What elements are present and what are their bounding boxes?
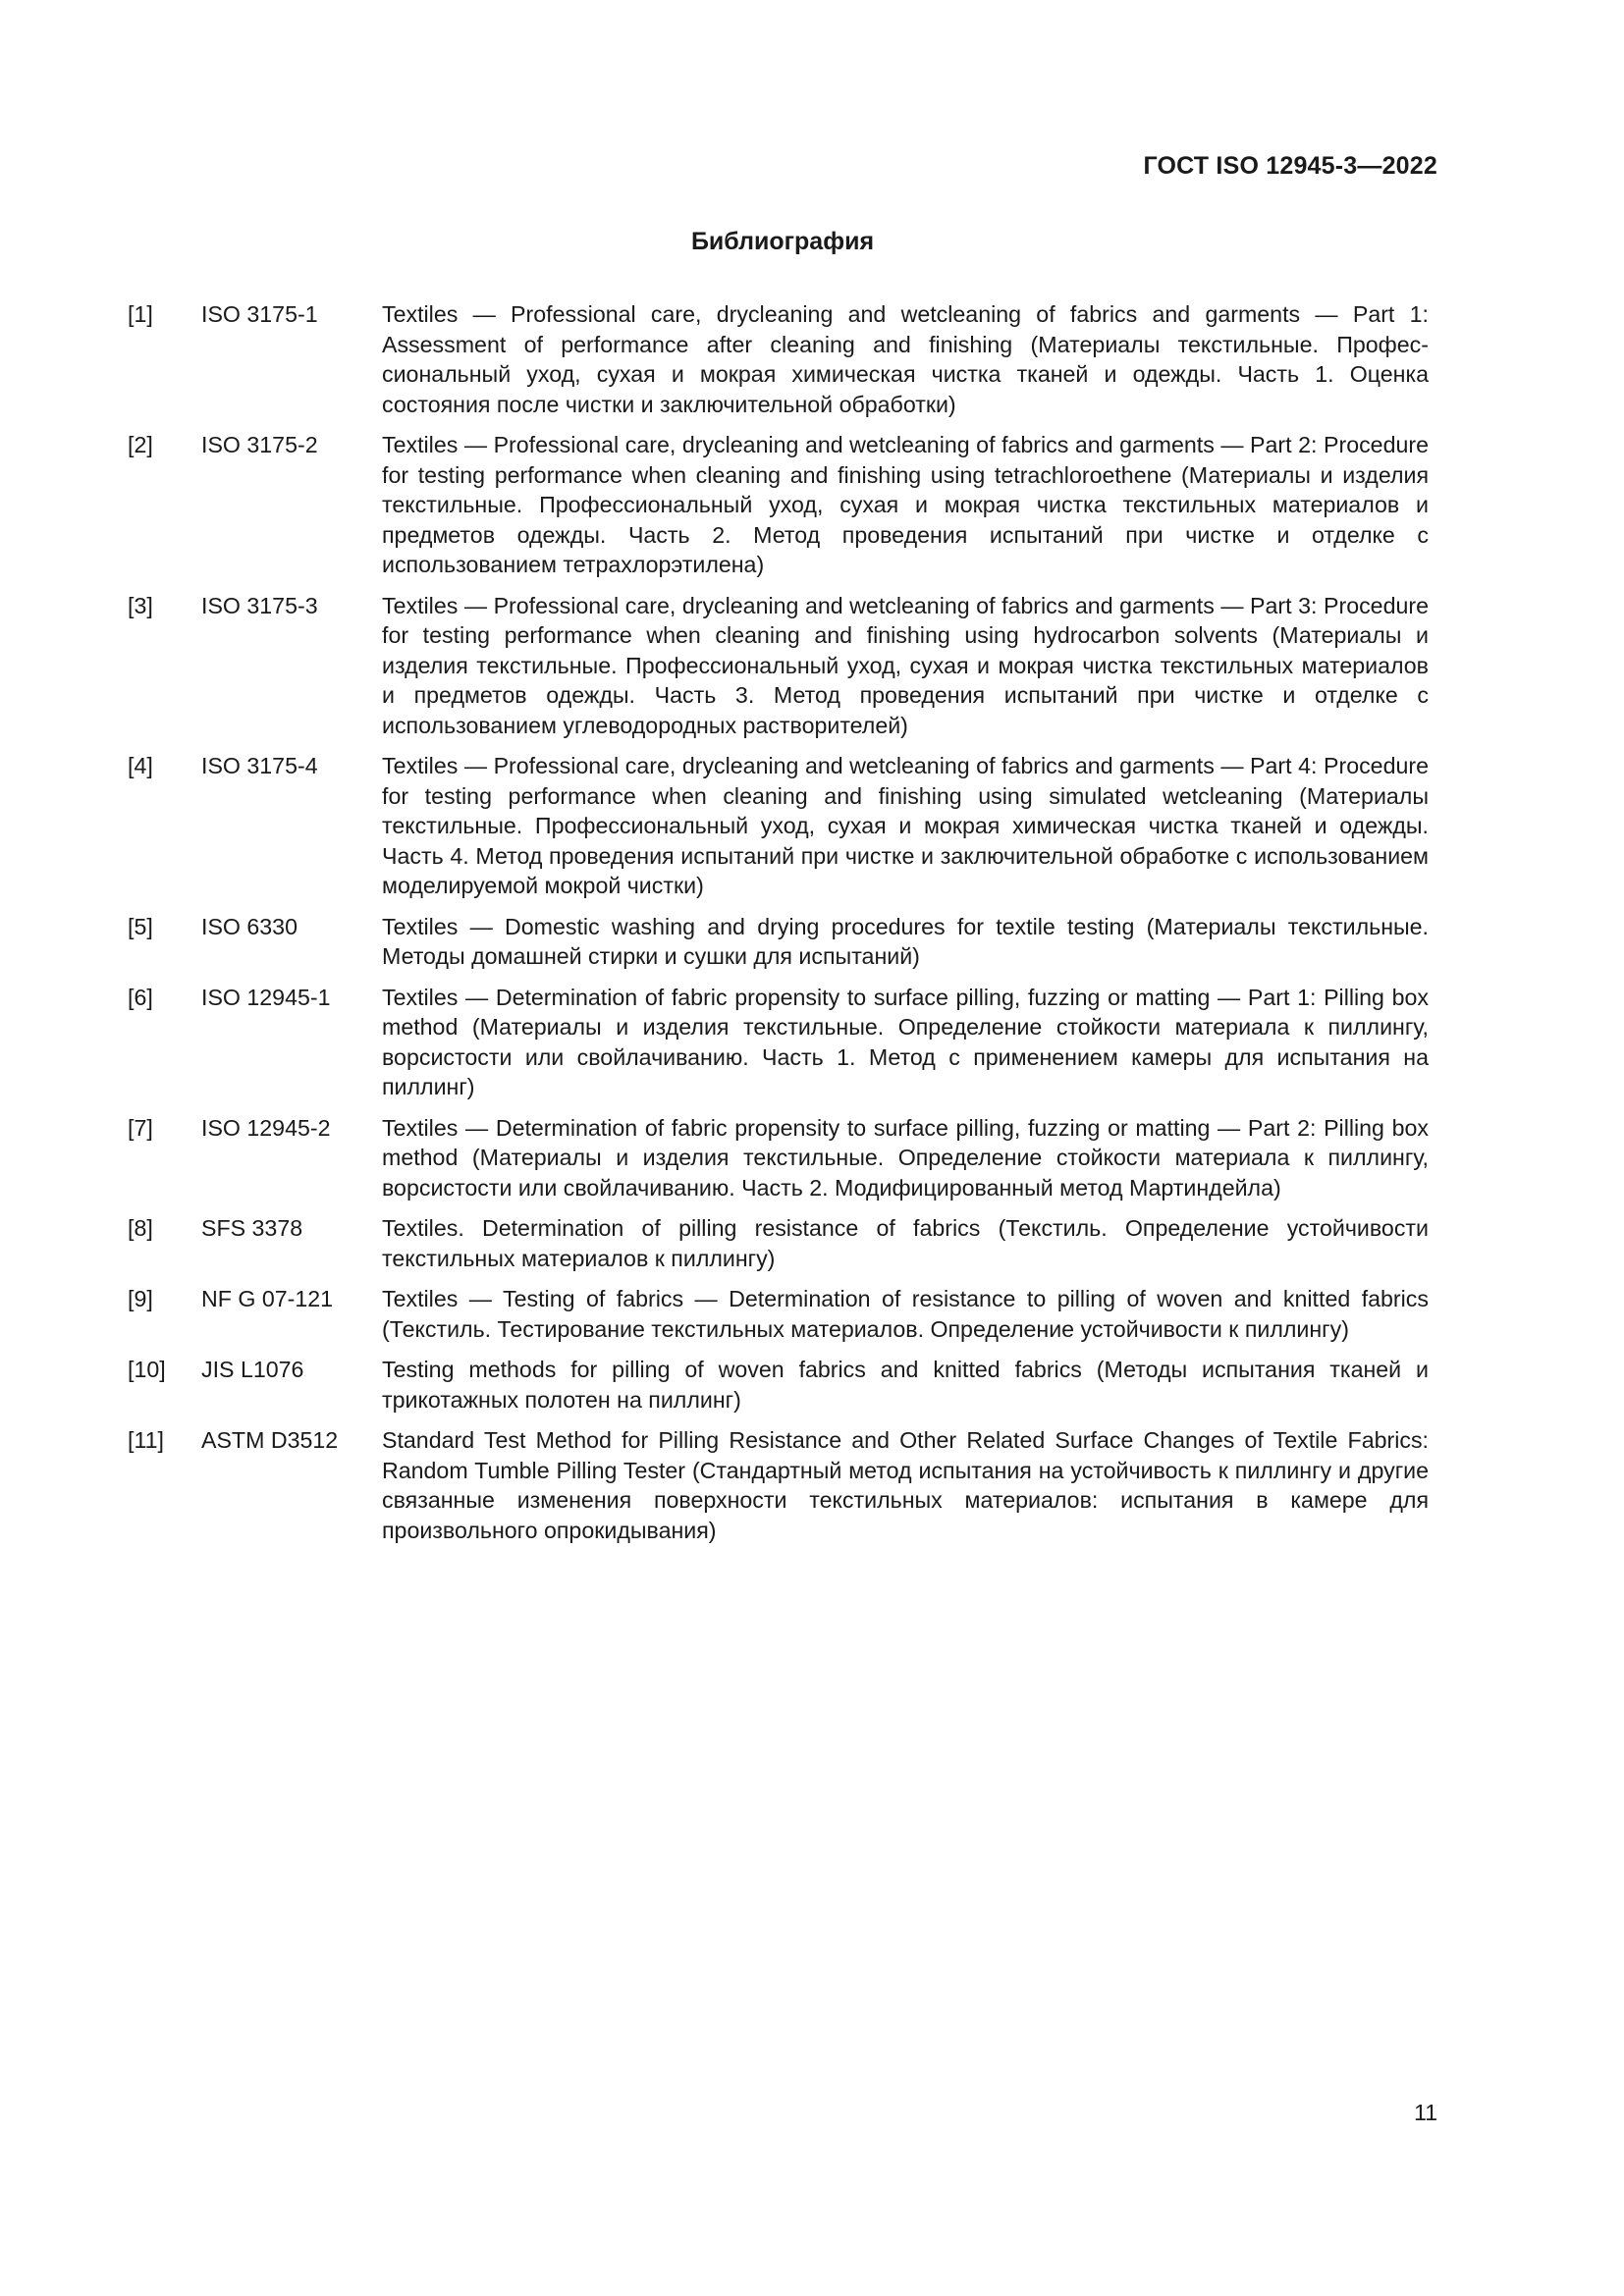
entry-text: Textiles. Determination of pilling resistance of fabrics (Текстиль. Определение устойчивости текстильных материалов к пиллингу) xyxy=(382,1215,1429,1271)
entry-standard: ASTM D3512 xyxy=(201,1427,339,1453)
entry-number: [9] xyxy=(128,1286,153,1311)
entry-standard: ISO 3175-3 xyxy=(201,592,318,618)
entry-standard: ISO 12945-1 xyxy=(201,984,331,1010)
entry-text: Textiles — Professional care, drycleaning and wetcleaning of fabrics and garments — Part 4: Procedure for testing performance when cleaning and finishing using simulated wetcleaning (Материалы текстильные. Профессиональный уход, сухая и мокрая химическая чистка тканей и одежды. Часть 4. Метод проведения испытаний при чистке и заключительной обработке с использованием моделируемой мокрой чистки) xyxy=(382,753,1429,898)
bibliography-list xyxy=(128,299,1429,1556)
entry-text: Textiles — Determination of fabric propensity to surface pilling, fuzzing or matting — Part 1: Pilling box method (Материалы и изделия текстильные. Определение стойкости материала к пиллингу, ворсистости или свойлачиванию. Часть 1. Метод с применением камеры для испытания на пиллинг) xyxy=(382,984,1429,1099)
entry-number: [4] xyxy=(128,753,153,778)
section-title: Библиография xyxy=(690,228,875,255)
entry-text: Testing methods for pilling of woven fabrics and knitted fabrics (Методы испытания тканей и трикотажных полотен на пиллинг) xyxy=(382,1357,1429,1413)
bibliography-entry xyxy=(128,1355,1429,1415)
entry-text: Textiles — Determination of fabric propensity to surface pilling, fuzzing or matting — Part 2: Pilling box method (Материалы и изделия текстильные. Определение стойкости материала к пиллингу, ворсистости или свойлачиванию. Часть 2. Модифицированный метод Мартиндейла) xyxy=(382,1114,1429,1201)
entry-standard: ISO 3175-2 xyxy=(201,432,318,457)
entry-text: Textiles — Professional care, drycleaning and wetcleaning of fabrics and garments — Part 2: Procedure for testing performance when cleaning and finishing using tetrachloroethene (Материалы и изделия текстильные. Профессиональный уход, сухая и мокрая чистка текстильных материалов и предметов одежды. Часть 2. Метод проведения испытаний при чистке и отделке с использованием тетрахлорэтилена) xyxy=(382,432,1429,577)
bibliography-entry xyxy=(128,591,1429,741)
entry-number: [11] xyxy=(128,1427,164,1453)
bibliography-entry xyxy=(128,751,1429,901)
document-code: ГОСТ ISO 12945-3—2022 xyxy=(1143,152,1437,180)
entry-standard: NF G 07-121 xyxy=(201,1286,334,1311)
entry-text: Textiles — Professional care, drycleaning and wetcleaning of fabrics and garments — Part 1: Assessment of performance after cleaning and finishing (Материалы текстильные. Профессиональный уход, сухая и мокрая химическая чистка тканей и одежды. Часть 1. Оценка состояния после чистки и заключительной обработки) xyxy=(382,301,1429,417)
entry-text: Textiles — Testing of fabrics — Determination of resistance to pilling of woven and knitted fabrics (Текстиль. Тестирование текстильных материалов. Определение устойчивости к пиллингу) xyxy=(382,1286,1429,1342)
bibliography-entry xyxy=(128,299,1429,419)
page-number: 11 xyxy=(1414,2100,1437,2125)
entry-number: [7] xyxy=(128,1114,153,1141)
entry-number: [2] xyxy=(128,432,153,457)
bibliography-entry xyxy=(128,1213,1429,1273)
bibliography-entry xyxy=(128,1284,1429,1344)
entry-text: Textiles — Domestic washing and drying procedures for textile testing (Материалы текстильные. Методы домашней стирки и сушки для испытаний) xyxy=(382,913,1429,969)
entry-number: [1] xyxy=(128,301,153,327)
bibliography-entry xyxy=(128,1113,1429,1203)
entry-number: [8] xyxy=(128,1215,153,1241)
bibliography-entry xyxy=(128,912,1429,972)
entry-number: [5] xyxy=(128,913,153,939)
bibliography-entry xyxy=(128,1425,1429,1545)
entry-text: Textiles — Professional care, drycleaning and wetcleaning of fabrics and garments — Part 3: Procedure for testing performance when cleaning and finishing using hydrocarbon solvents (Материалы и изделия текстильные. Профессиональный уход, сухая и мокрая чистка текстильных материалов и предметов одежды. Часть 3. Метод проведения испытаний при чистке и отделке с использованием углеводородных растворителей) xyxy=(382,592,1429,738)
entry-standard: ISO 3175-4 xyxy=(201,753,318,778)
entry-standard: ISO 6330 xyxy=(201,913,298,939)
entry-standard: ISO 12945-2 xyxy=(201,1114,331,1141)
entry-standard: SFS 3378 xyxy=(201,1215,303,1241)
entry-standard: JIS L1076 xyxy=(201,1357,304,1382)
entry-text: Standard Test Method for Pilling Resistance and Other Related Surface Changes of Textile Fabrics: Random Tumble Pilling Tester (Стандартный метод испытания на устойчивость к пиллингу и другие связанные изменения поверхности текстильных материалов: испытания в камере для произвольного опрокидывания) xyxy=(382,1427,1429,1543)
entry-number: [10] xyxy=(128,1357,166,1382)
bibliography-entry xyxy=(128,430,1429,580)
entry-number: [6] xyxy=(128,984,153,1010)
entry-standard: ISO 3175-1 xyxy=(201,301,318,327)
bibliography-entry xyxy=(128,983,1429,1102)
entry-number: [3] xyxy=(128,592,153,618)
